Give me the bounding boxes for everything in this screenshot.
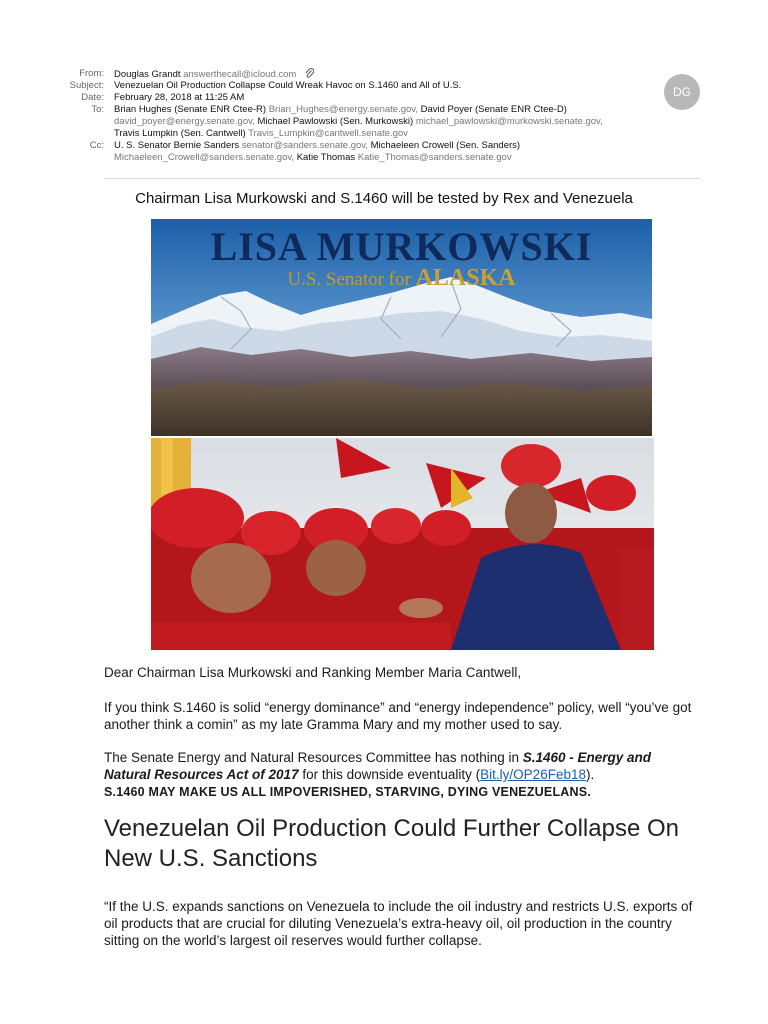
date-label: Date:: [81, 92, 104, 103]
sender-avatar[interactable]: DG: [664, 74, 700, 110]
banner-subtitle: [151, 265, 652, 292]
cc-label: Cc:: [89, 140, 104, 151]
warning-text: S.1460 MAY MAKE US ALL IMPOVERISHED, STARVING, DYING VENEZUELANS.: [104, 785, 591, 799]
cc-name[interactable]: Katie Thomas: [296, 152, 356, 163]
recipient-name[interactable]: David Poyer (Senate ENR Ctee-D): [420, 104, 567, 115]
paragraph-2: [104, 749, 694, 801]
headline: Chairman Lisa Murkowski and S.1460 will be tested by Rex and Venezuela: [135, 190, 633, 207]
subject-value: Venezuelan Oil Production Collapse Could Wreak Havoc on S.1460 and All of U.S.: [114, 80, 462, 91]
to-line-3: [114, 128, 408, 140]
murkowski-banner-image: [151, 219, 652, 436]
to-line-2: [114, 116, 603, 128]
cc-address[interactable]: Michaeleen_Crowell@sanders.senate.gov,: [114, 152, 295, 163]
banner-subtitle-prefix: U.S. Senator for: [287, 269, 411, 290]
section-heading: Venezuelan Oil Production Could Further Collapse On New U.S. Sanctions: [104, 815, 679, 872]
bill-title: S.1460 - Energy and Natural Resources Act of 2017: [104, 750, 652, 782]
recipient-name[interactable]: Travis Lumpkin (Sen. Cantwell): [114, 128, 246, 139]
cc-address[interactable]: senator@sanders.senate.gov,: [241, 140, 368, 151]
cc-line-1: [114, 140, 520, 152]
sender-address[interactable]: answerthecall@icloud.com: [183, 69, 297, 80]
paragraph-1: If you think S.1460 is solid “energy dominance” and “energy independence” policy, well “you’ve got another think a comin” as my late Gramma Mary and my mother used to say.: [104, 700, 692, 732]
paragraph-2-start: The Senate Energy and Natural Resources Committee has nothing in: [104, 750, 523, 765]
paragraph-2-end: ).: [585, 767, 595, 782]
from-label: From:: [79, 68, 104, 79]
date-value: February 28, 2018 at 11:25 AM: [114, 92, 245, 103]
cc-name[interactable]: Michaeleen Crowell (Sen. Sanders): [370, 140, 521, 151]
sender-name[interactable]: Douglas Grandt: [114, 69, 181, 80]
banner-subtitle-state: ALASKA: [415, 265, 516, 291]
recipient-address[interactable]: Brian_Hughes@energy.senate.gov,: [268, 104, 418, 115]
cc-name[interactable]: U. S. Senator Bernie Sanders: [114, 140, 240, 151]
recipient-address[interactable]: david_poyer@energy.senate.gov,: [114, 116, 255, 127]
paragraph-2-mid: for this downside eventuality (: [298, 767, 481, 782]
header-divider: [104, 178, 700, 179]
salutation: Dear Chairman Lisa Murkowski and Ranking Member Maria Cantwell,: [104, 665, 522, 680]
banner-title: LISA MURKOWSKI: [210, 224, 593, 269]
recipient-name[interactable]: Brian Hughes (Senate ENR Ctee-R): [114, 104, 267, 115]
quote-paragraph: “If the U.S. expands sanctions on Venezuela to include the oil industry and restricts U.S. exports of oil products that are crucial for diluting Venezuela’s extra-heavy oil, oil production in the country sitting on the world’s largest oil reserves would further collapse.: [104, 899, 693, 948]
cc-line-2: [114, 152, 512, 164]
recipient-address[interactable]: michael_pawlowski@murkowski.senate.gov,: [415, 116, 603, 127]
to-label: To:: [91, 104, 104, 115]
bitly-link[interactable]: Bit.ly/OP26Feb18: [480, 767, 586, 782]
oil-workers-photo: [151, 438, 654, 650]
cc-address[interactable]: Katie_Thomas@sanders.senate.gov: [357, 152, 512, 163]
recipient-name[interactable]: Michael Pawlowski (Sen. Murkowski): [257, 116, 414, 127]
to-line-1: [114, 104, 567, 116]
recipient-address[interactable]: Travis_Lumpkin@cantwell.senate.gov: [248, 128, 408, 139]
subject-label: Subject:: [69, 80, 104, 91]
